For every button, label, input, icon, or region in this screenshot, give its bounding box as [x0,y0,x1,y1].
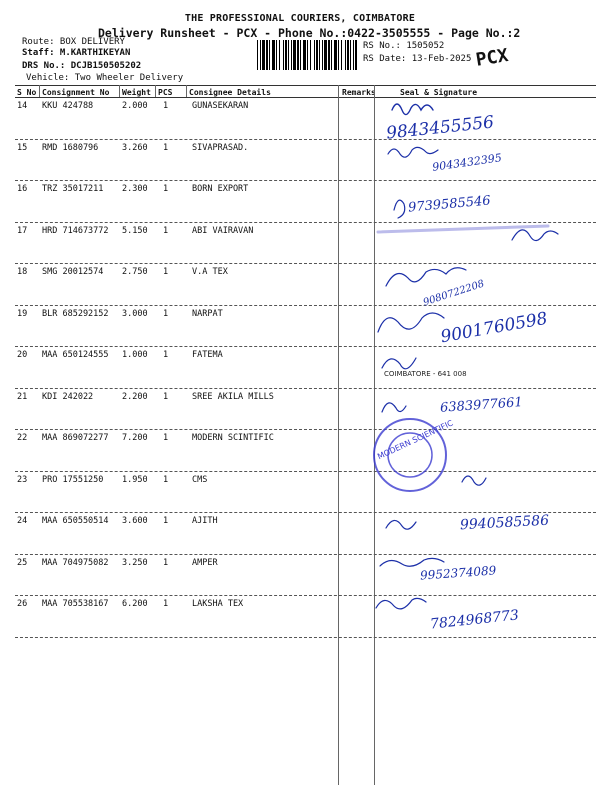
row-sno: 16 [17,184,28,194]
row-consignee: V.A TEX [192,267,228,277]
handwritten-phone-r18: 9080722208 [421,278,486,309]
row-consignment: RMD 1680796 [42,142,99,153]
col-consignment: Consignment No [42,88,110,97]
signature-scribble [376,598,426,609]
row-consignee: SIVAPRASAD. [192,142,249,153]
row-pcs: 1 [163,350,169,360]
row-pcs: 1 [163,516,169,526]
row-pcs: 1 [163,391,169,402]
signature-scribble [392,104,433,115]
row-weight: 2.750 [122,267,148,277]
handwritten-phone-r19: 9001760598 [439,308,550,348]
signature-scribble [378,313,444,332]
row-consignment: HRD 714673772 [42,225,109,236]
row-consignee: GUNASEKARAN [192,101,249,111]
row-sno: 23 [17,474,28,485]
row-consignee: FATEMA [192,350,223,360]
row-pcs: 1 [163,225,169,236]
handwritten-phone-r16: 9739585546 [407,193,492,216]
handwritten-phone-r15: 9043432395 [431,151,503,174]
row-consignment: TRZ 35017211 [42,184,104,194]
row-sno: 18 [17,267,28,277]
row-pcs: 1 [163,101,169,111]
signature-scribble [462,476,486,485]
col-seal-signature: Seal & Signature [400,88,478,97]
row-weight: 3.000 [122,308,148,319]
signature-scribble [380,558,444,566]
row-sno: 24 [17,516,28,526]
row-weight: 3.260 [122,142,148,153]
row-pcs: 1 [163,557,169,568]
handwritten-phone-r14: 9843455556 [385,112,495,144]
handwritten-phone-r25: 9952374089 [419,563,497,583]
row-consignment: SMG 20012574 [42,267,104,277]
row-weight: 7.200 [122,433,148,443]
staff-label: Staff: M.KARTHIKEYAN [22,48,131,58]
rs-number: RS No.: 1505052 [363,41,445,51]
row-pcs: 1 [163,308,169,319]
row-weight: 2.000 [122,101,148,111]
signature-scribble [382,358,416,369]
svg-text:COIMBATORE - 641 008: COIMBATORE - 641 008 [384,370,467,378]
signature-scribble [386,520,416,529]
row-weight: 3.600 [122,516,148,526]
signature-scribble [382,403,406,412]
row-weight: 5.150 [122,225,148,236]
row-weight: 1.950 [122,474,148,485]
row-pcs: 1 [163,433,169,443]
coimbatore-stamp [384,370,467,378]
company-title: THE PROFESSIONAL COURIERS, COIMBATORE [184,13,416,24]
rs-date: RS Date: 13-Feb-2025 [363,54,472,64]
row-weight: 1.000 [122,350,148,360]
row-pcs: 1 [163,142,169,153]
col-remarks: Remarks [342,88,376,97]
col-sno: S No [17,88,37,97]
row-consignment: MAA 704975082 [42,557,109,568]
row-pcs: 1 [163,474,169,485]
handwritten-phone-r21: 6383977661 [439,395,524,416]
row-consignment: MAA 705538167 [42,599,109,609]
row-consignment: KKU 424788 [42,101,94,111]
row-consignee: AMPER [192,557,218,568]
signature-scribble [386,268,466,286]
svg-text:MODERN SCIENTIFIC: MODERN SCIENTIFIC [376,418,455,462]
row-sno: 21 [17,391,28,402]
col-pcs: PCS [158,88,173,97]
row-consignment: BLR 685292152 [42,308,109,319]
row-pcs: 1 [163,599,169,609]
row-consignment: PRO 17551250 [42,474,104,485]
row-consignment: MAA 650124555 [42,350,109,360]
row-sno: 15 [17,142,28,153]
faded-stamp [378,226,548,232]
vehicle-label: Vehicle: Two Wheeler Delivery [26,73,184,83]
signature-scribble [388,147,438,157]
modern-scientific-stamp [374,418,455,491]
row-pcs: 1 [163,184,169,194]
row-sno: 26 [17,599,28,609]
row-consignee: MODERN SCINTIFIC [192,433,274,443]
signature-scribble [394,200,405,218]
row-sno: 14 [17,101,28,111]
row-weight: 6.200 [122,599,148,609]
handwritten-phone-r26: 7824968773 [429,607,520,633]
row-sno: 17 [17,225,28,236]
col-consignee: Consignee Details [189,88,271,97]
row-weight: 2.200 [122,391,148,402]
row-consignee: AJITH [192,516,218,526]
row-consignee: NARPAT [192,308,223,319]
row-consignee: ABI VAIRAVAN [192,225,254,236]
signature-scribble [512,230,558,241]
row-consignee: SREE AKILA MILLS [192,391,274,402]
row-consignee: LAKSHA TEX [192,599,244,609]
row-consignment: MAA 869072277 [42,433,109,443]
pcx-stamp: PCX [474,45,510,71]
row-sno: 22 [17,433,28,443]
row-sno: 19 [17,308,28,319]
row-consignment: MAA 650550514 [42,516,109,526]
route-label: Route: BOX DELIVERY [22,37,125,47]
row-weight: 2.300 [122,184,148,194]
row-consignee: CMS [192,474,208,485]
row-sno: 20 [17,350,28,360]
row-sno: 25 [17,557,28,568]
row-consignment: KDI 242022 [42,391,94,402]
handwritten-phone-r24: 9940585586 [459,512,550,534]
col-weight: Weight [122,88,151,97]
row-consignee: BORN EXPORT [192,184,249,194]
drs-number: DRS No.: DCJB150505202 [22,61,142,71]
row-pcs: 1 [163,267,169,277]
row-weight: 3.250 [122,557,148,568]
runsheet-subtitle: Delivery Runsheet - PCX - Phone No.:0422-3505555 - Page No.:2 [98,26,521,40]
